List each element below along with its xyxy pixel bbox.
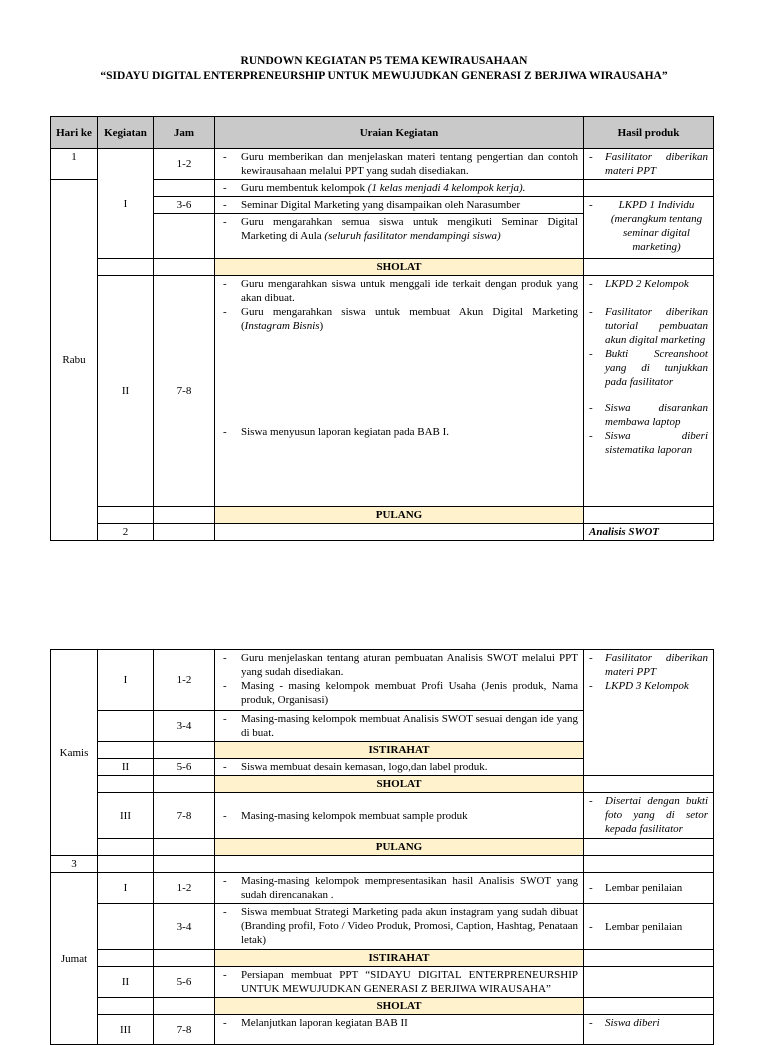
empty-cell [215,524,584,541]
uraian-cell [215,793,584,839]
empty-cell [584,967,714,998]
break-sholat: SHOLAT [215,998,584,1015]
kegiatan-cell: I [98,650,154,711]
empty-cell [215,856,584,873]
col-jam: Jam [154,117,215,149]
jam-cell: 3-6 [154,197,215,214]
jam-cell: 5-6 [154,967,215,998]
jam-cell: 3-4 [154,711,215,742]
jam-cell: 1-2 [154,650,215,711]
list-item: - Siswa disarankan membawa laptop [589,401,708,429]
hasil-cell [584,873,714,904]
empty-cell [154,950,215,967]
empty-cell [98,904,154,950]
jam-cell [154,180,215,197]
kegiatan-cell: II [98,759,154,776]
list-item: - Siswa membuat desain kemasan, logo,dan label produk. [220,760,578,774]
list-item: - Masing-masing kelompok mempresentasikan hasil Analisis SWOT yang sudah direncanakan . [220,874,578,902]
day-number: 2 [98,524,154,541]
empty-cell [584,776,714,793]
empty-cell [98,839,154,856]
kegiatan-cell: II [98,967,154,998]
uraian-text: Guru membentuk kelompok [241,182,368,194]
break-sholat: SHOLAT [215,259,584,276]
list-item: - Lembar penilaian [589,920,708,934]
list-item: - Siswa diberi sistematika laporan [589,429,708,457]
col-hasil: Hasil produk [584,117,714,149]
list-item: - LKPD 3 Kelompok [589,679,708,693]
list-item: - Guru mengarahkan siswa untuk menggali ide terkait dengan produk yang akan dibuat. [220,277,578,305]
list-item [220,215,578,243]
list-item: - Persiapan membuat PPT “SIDAYU DIGITAL ENTERPRENEURSHIP UNTUK MEWUJUDKAN GENERASI Z BERJIWA WIRAUSAHA” [220,968,578,996]
hasil-cell [584,149,714,180]
hasil-cell [584,197,714,259]
table-row [51,904,714,950]
table-row [51,776,714,793]
kegiatan-cell: III [98,1015,154,1045]
list-item: - Fasilitator diberikan materi PPT [589,150,708,178]
empty-cell [98,711,154,742]
uraian-text: Guru mengarahkan semua siswa untuk mengikuti Seminar Digital Marketing di Aula [241,216,578,242]
empty-cell [154,259,215,276]
empty-cell [98,259,154,276]
jam-cell: 1-2 [154,149,215,180]
empty-cell [154,524,215,541]
jam-cell: 7-8 [154,1015,215,1045]
hasil-cell [584,180,714,197]
day-name: Rabu [51,180,98,541]
uraian-note: (1 kelas menjadi 4 kelompok kerja). [367,182,526,194]
table-row [51,967,714,998]
list-item: - Seminar Digital Marketing yang disampaikan oleh Narasumber [220,198,578,212]
table-row [51,524,714,541]
empty-cell [154,776,215,793]
list-item: - LKPD 2 Kelompok [589,277,708,291]
kegiatan-cell: III [98,793,154,839]
empty-cell [154,856,215,873]
empty-cell [154,742,215,759]
list-item [220,181,578,195]
empty-cell [98,998,154,1015]
kegiatan-cell: II [98,276,154,507]
uraian-cell [215,149,584,180]
uraian-cell [215,759,584,776]
table-row [51,856,714,873]
table-row [51,873,714,904]
col-hari: Hari ke [51,117,98,149]
empty-cell [154,998,215,1015]
uraian-cell [215,180,584,197]
hasil-cell [584,276,714,507]
uraian-cell [215,967,584,998]
list-item: - Disertai dengan bukti foto yang di setor kepada fasilitator [589,794,708,836]
list-item: - Lembar penilaian [589,881,708,895]
day-number: 3 [51,856,98,873]
list-item: - Guru menjelaskan tentang aturan pembuatan Analisis SWOT melalui PPT yang sudah disediakan. [220,651,578,679]
empty-cell [584,998,714,1015]
list-item: - Melanjutkan laporan kegiatan BAB II [220,1016,578,1030]
list-item: - Bukti Screanshoot yang di tunjukkan pada fasilitator [589,347,708,389]
list-item: - Masing - masing kelompok membuat Profi Usaha (Jenis produk, Nama produk, Organisasi) [220,679,578,707]
table-row [51,839,714,856]
uraian-cell [215,873,584,904]
break-sholat: SHOLAT [215,776,584,793]
day-number: 1 [51,149,98,180]
col-kegiatan: Kegiatan [98,117,154,149]
list-item: - Guru memberikan dan menjelaskan materi tentang pengertian dan contoh kewirausahaan melalui PPT yang sudah disediakan. [220,150,578,178]
uraian-cell [215,214,584,259]
uraian-text: ) [319,320,324,332]
jam-cell: 3-4 [154,904,215,950]
empty-cell [98,950,154,967]
uraian-cell [215,904,584,950]
empty-cell [584,507,714,524]
list-item: - Fasilitator diberikan tutorial pembuatan akun digital marketing [589,305,708,347]
list-item: - LKPD 1 Individu (merangkum tentang seminar digital marketing) [589,198,708,254]
uraian-cell [215,711,584,742]
table-row [51,793,714,839]
list-item: - Masing-masing kelompok membuat Analisis SWOT sesuai dengan ide yang di buat. [220,712,578,740]
uraian-cell [215,197,584,214]
jam-cell [154,214,215,259]
list-item [220,305,578,333]
uraian-cell [215,650,584,711]
empty-cell [98,776,154,793]
uraian-note: Instagram Bisnis [244,320,320,332]
hasil-cell [584,904,714,950]
table-row [51,950,714,967]
table-row [51,507,714,524]
empty-cell [584,259,714,276]
empty-cell [154,507,215,524]
table-row [51,149,714,180]
list-item: - Siswa menyusun laporan kegiatan pada BAB I. [220,425,578,439]
kegiatan-cell: I [98,149,154,259]
table-row [51,259,714,276]
uraian-text: Guru mengarahkan siswa untuk membuat Akun Digital Marketing ( [241,306,578,332]
list-item: - Siswa diberi [589,1016,708,1030]
hasil-cell [584,793,714,839]
list-item: - Siswa membuat Strategi Marketing pada akun instagram yang sudah dibuat (Branding profil, Foto / Video Produk, Promosi, Caption, Hashtag, Penataan letak) [220,905,578,947]
uraian-cell [215,276,584,507]
table-row [51,276,714,507]
jam-cell: 7-8 [154,793,215,839]
empty-cell [98,507,154,524]
empty-cell [98,856,154,873]
day-name: Kamis [51,650,98,856]
empty-cell [584,839,714,856]
empty-cell [584,950,714,967]
day-topic: Analisis SWOT [584,524,714,541]
document-subtitle: “SIDAYU DIGITAL ENTERPRENEURSHIP UNTUK MEWUJUDKAN GENERASI Z BERJIWA WIRAUSAHA” [100,70,668,82]
hasil-cell [584,650,714,776]
document-title: RUNDOWN KEGIATAN P5 TEMA KEWIRAUSAHAAN [240,55,528,67]
empty-cell [154,839,215,856]
col-uraian: Uraian Kegiatan [215,117,584,149]
table-row [51,650,714,711]
uraian-cell [215,1015,584,1045]
hasil-cell [584,1015,714,1045]
list-item: - Fasilitator diberikan materi PPT [589,651,708,679]
break-istirahat: ISTIRAHAT [215,742,584,759]
empty-cell [584,856,714,873]
jam-cell: 1-2 [154,873,215,904]
table-row [51,1015,714,1045]
table-row [51,998,714,1015]
break-pulang: PULANG [215,839,584,856]
jam-cell: 5-6 [154,759,215,776]
kegiatan-cell: I [98,873,154,904]
break-istirahat: ISTIRAHAT [215,950,584,967]
rundown-table-day1 [50,116,714,541]
jam-cell: 7-8 [154,276,215,507]
list-item: - Masing-masing kelompok membuat sample produk [220,809,578,823]
day-name: Jumat [51,873,98,1045]
uraian-note: (seluruh fasilitator mendampingi siswa) [324,230,501,242]
break-pulang: PULANG [215,507,584,524]
rundown-table-day2-3 [50,649,714,1045]
empty-cell [98,742,154,759]
